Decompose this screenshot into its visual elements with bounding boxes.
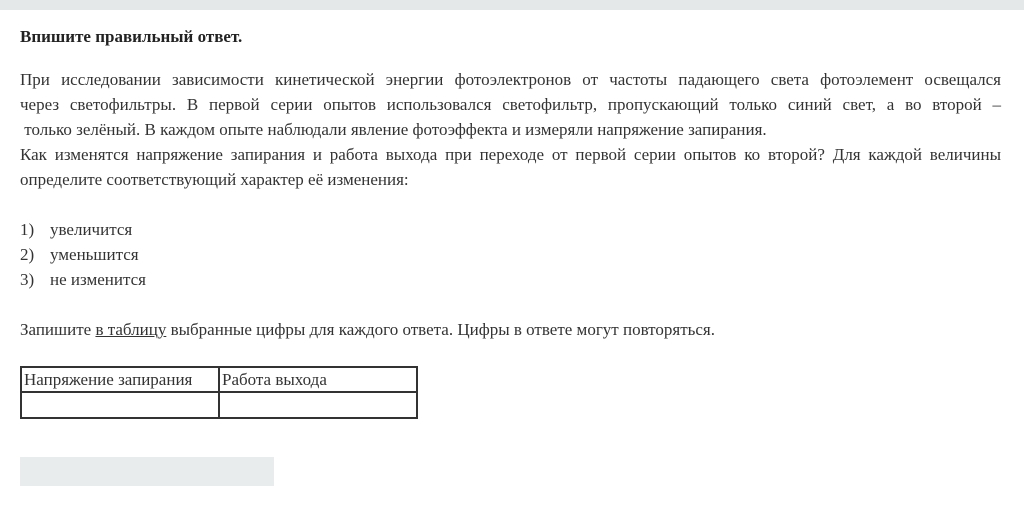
answer-cell-work-function[interactable] bbox=[219, 392, 417, 418]
table-link[interactable]: в таблицу bbox=[95, 320, 167, 339]
table-answer-row bbox=[21, 392, 417, 418]
problem-line-4: Как изменятся напряжение запирания и работа выхода при переходе от первой серии опытов ко второй? Для каждой величины bbox=[20, 145, 1001, 164]
option-item bbox=[20, 267, 1001, 292]
task-text-after: выбранные цифры для каждого ответа. Цифры в ответе могут повторяться. bbox=[166, 320, 715, 339]
answer-input-stopping-voltage[interactable] bbox=[24, 393, 218, 417]
task-text-before: Запишите bbox=[20, 320, 96, 339]
option-number: 3) bbox=[20, 270, 35, 289]
options-list bbox=[20, 217, 1001, 292]
option-item bbox=[20, 242, 1001, 267]
option-number: 1) bbox=[20, 220, 35, 239]
top-strip bbox=[0, 0, 1024, 10]
problem-line-5: определите соответствующий характер её изменения: bbox=[20, 170, 409, 189]
option-text: не изменится bbox=[50, 270, 146, 289]
task-instruction bbox=[20, 317, 1001, 342]
option-number: 2) bbox=[20, 245, 35, 264]
question-content bbox=[20, 24, 1001, 342]
table-header-row bbox=[21, 367, 417, 392]
header-work-function: Работа выхода bbox=[219, 367, 417, 392]
spacer bbox=[20, 192, 1001, 217]
answer-input-work-function[interactable] bbox=[222, 393, 416, 417]
bottom-placeholder-bar bbox=[20, 457, 274, 486]
problem-line-3: только зелёный. В каждом опыте наблюдали явление фотоэффекта и измеряли напряжение запирания. bbox=[20, 120, 767, 139]
problem-text bbox=[20, 67, 1001, 192]
option-item bbox=[20, 217, 1001, 242]
spacer bbox=[20, 292, 1001, 317]
problem-line-1: При исследовании зависимости кинетической энергии фотоэлектронов от частоты падающего света фотоэлемент освещался bbox=[20, 70, 1001, 89]
option-text: увеличится bbox=[50, 220, 133, 239]
answer-table bbox=[20, 366, 418, 419]
problem-line-2: через светофильтры. В первой серии опытов использовался светофильтр, пропускающий только синий свет, а во второй – bbox=[20, 95, 1001, 114]
option-text: уменьшится bbox=[50, 245, 139, 264]
answer-cell-stopping-voltage[interactable] bbox=[21, 392, 219, 418]
header-stopping-voltage: Напряжение запирания bbox=[21, 367, 219, 392]
instruction-heading: Впишите правильный ответ. bbox=[20, 27, 243, 46]
